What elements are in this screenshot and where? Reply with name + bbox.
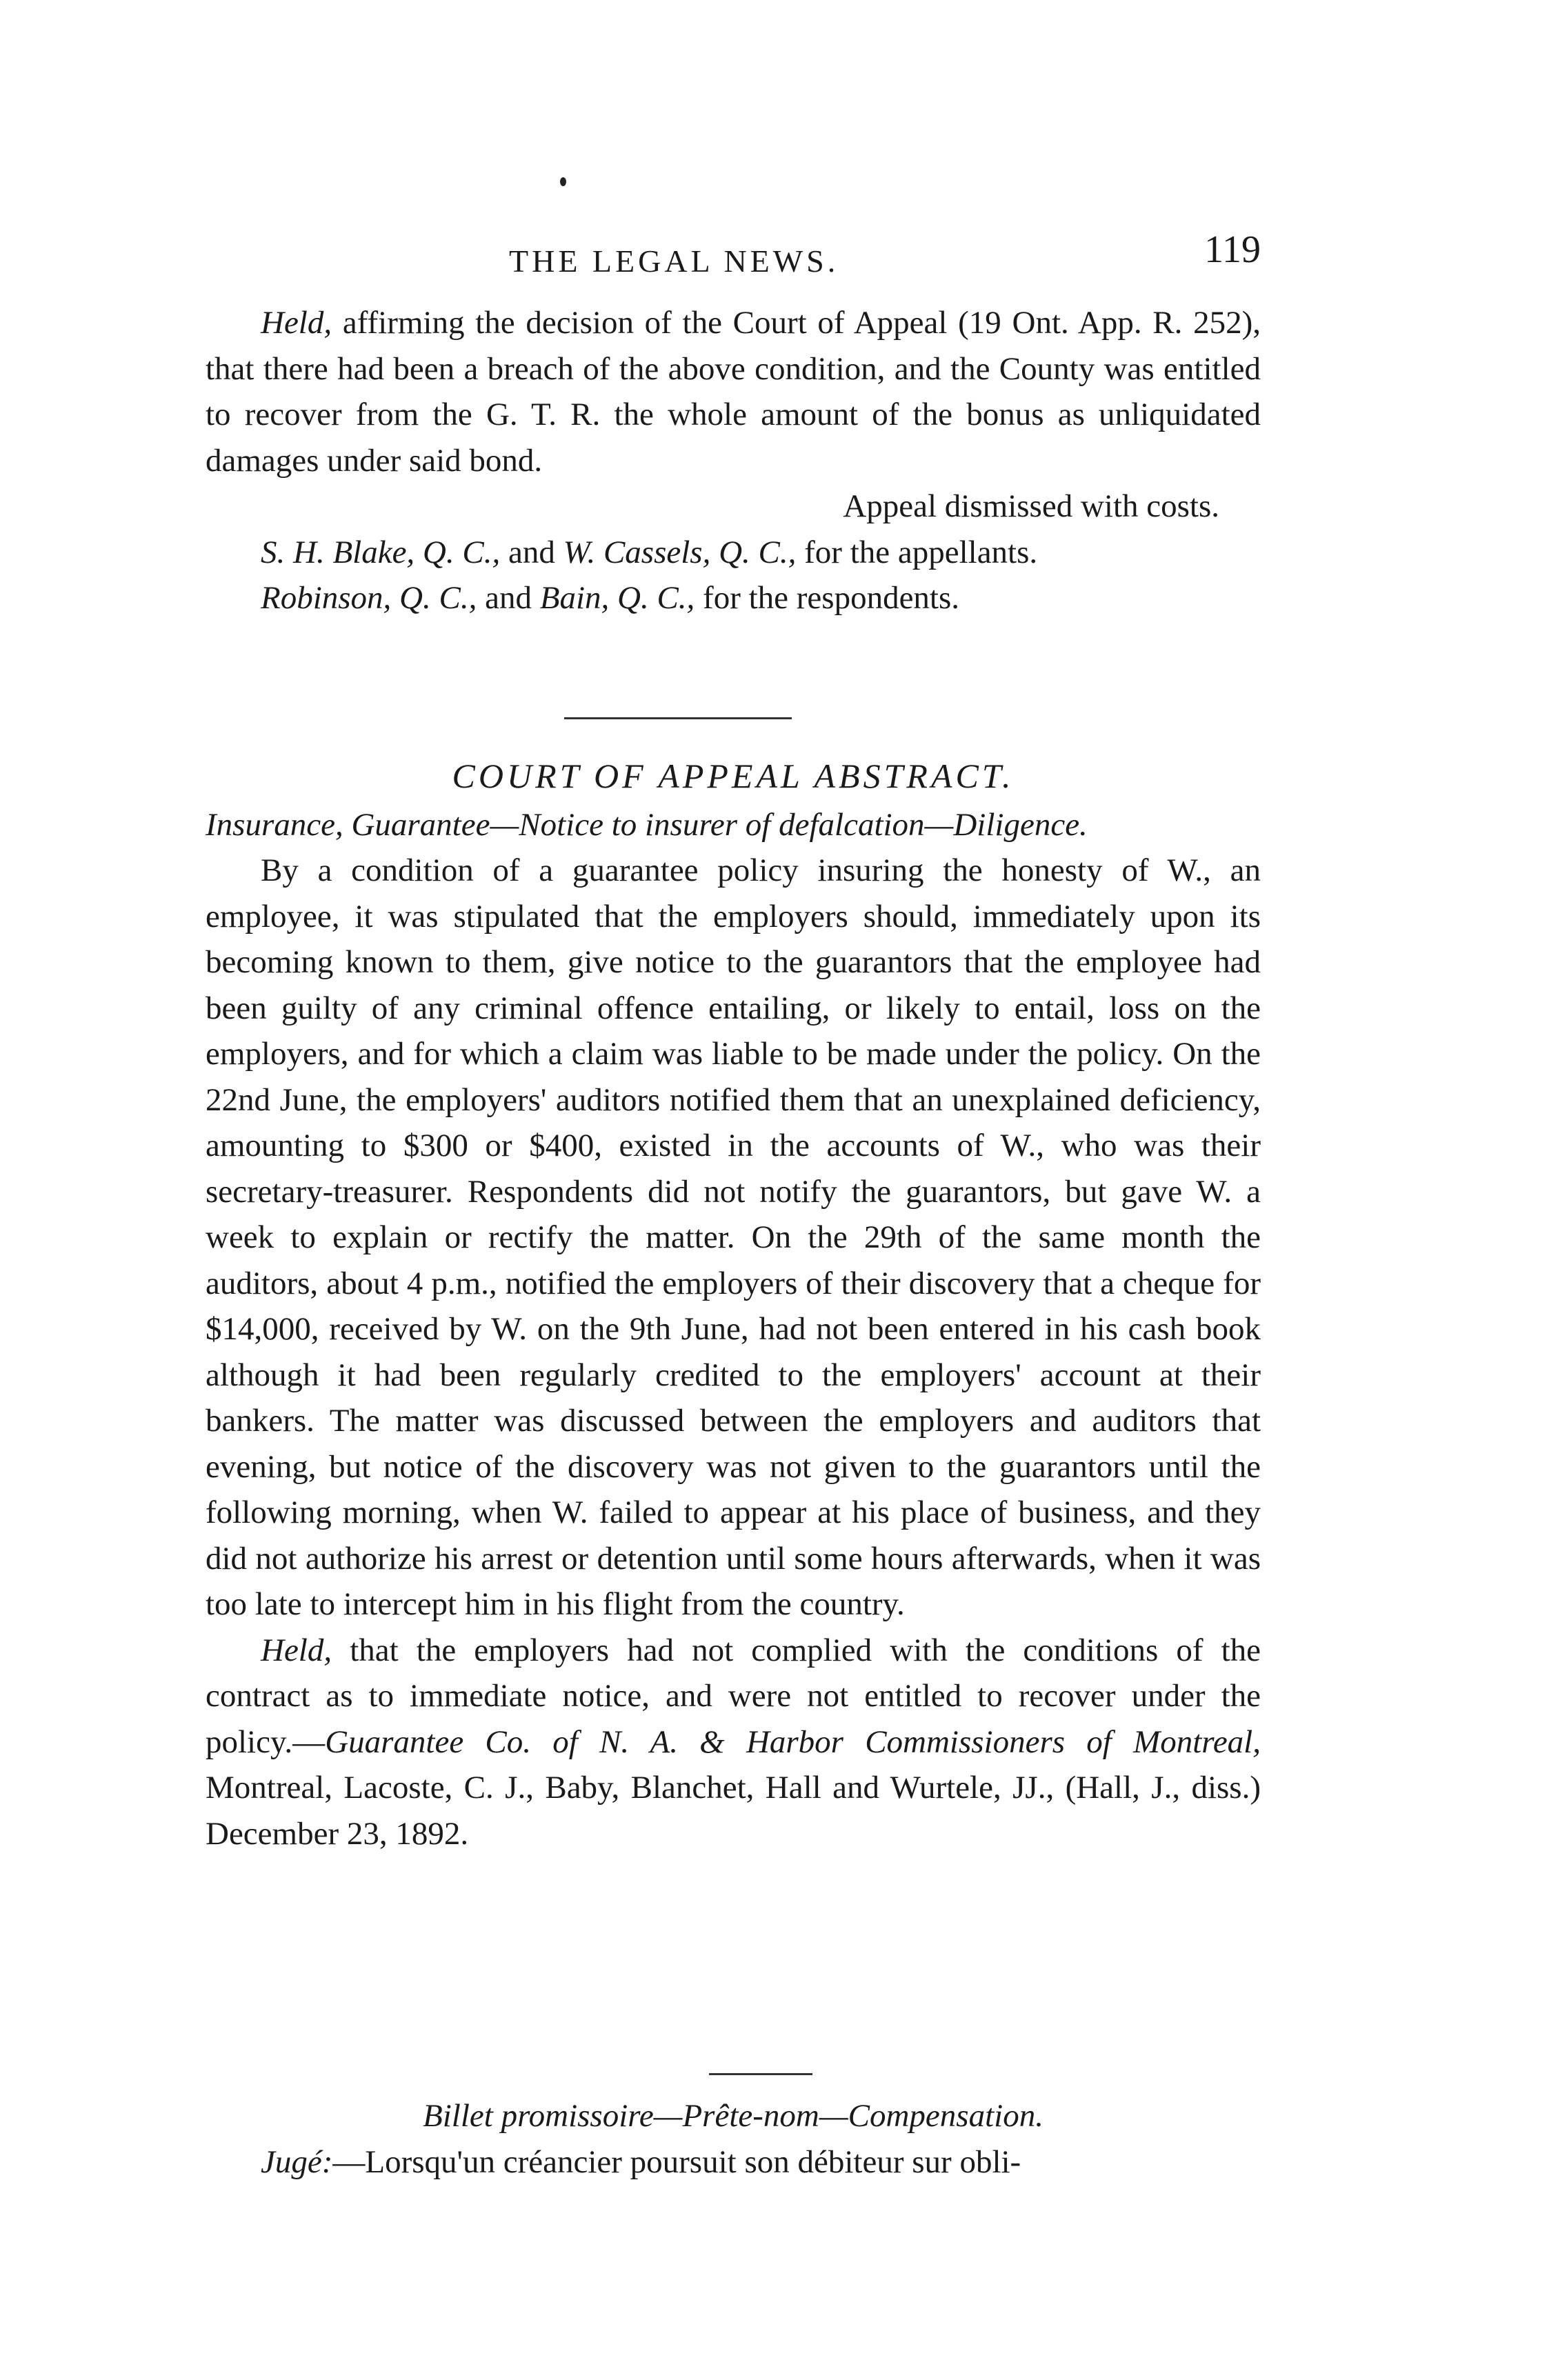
abstract-held	[206, 1628, 1261, 1857]
counsel-appellants-and: and	[508, 534, 555, 570]
case-name: Guarantee Co. of N. A. & Harbor Commissioners of Montreal,	[325, 1723, 1261, 1760]
page	[206, 0, 1261, 2380]
abstract-held-label: Held,	[261, 1632, 332, 1668]
running-header	[206, 228, 1261, 279]
first-case	[206, 300, 1261, 621]
abstract-facts: By a condition of a guarantee policy insuring the honesty of W., an employee, it was stipulated that the employers should, immediately upon its becoming known to them, give notice to the guarantors that the employee had been guilty of any criminal offence entailing, or likely to entail, loss on the employers, and for which a claim was liable to be made under the policy. On the 22nd June, the employers' auditors notified them that an unexplained deficiency, amounting to $300 or $400, existed in the accounts of W., who was their secretary-treasurer. Respondents did not notify the guarantors, but gave W. a week to explain or rectify the matter. On the 29th of the same month the auditors, about 4 p.m., notified the employers of their discovery that a cheque for $14,000, received by W. on the 9th June, had not been entered in his cash book although it had been regularly credited to the employers' account at their bankers. The matter was discussed between the employers and auditors that evening, but notice of the discovery was not given to the guarantors until the following morning, when W. failed to appear at his place of business, and they did not authorize his arrest or detention until some hours afterwards, when it was too late to intercept him in his flight from the country.	[206, 852, 1261, 1622]
counsel-appellants-role: for the appellants.	[804, 534, 1038, 570]
page-number: 119	[1204, 228, 1261, 271]
counsel-appellants-second: W. Cassels, Q. C.,	[563, 534, 797, 570]
abstract-section	[206, 753, 1261, 1857]
case-details: Montreal, Lacoste, C. J., Baby, Blanchet, Hall and Wurtele, JJ., (Hall, J., diss.) December 23, 1892.	[206, 1770, 1261, 1852]
counsel-appellants-names: S. H. Blake, Q. C.,	[261, 534, 501, 570]
next-case	[206, 2093, 1261, 2185]
counsel-respondents-names: Robinson, Q. C.,	[261, 580, 477, 616]
abstract-held-text: that the employers had not complied with the conditions of the contract as to immediate notice, and were not entitled to recover under the policy.—	[206, 1632, 1261, 1760]
next-case-opening	[206, 2139, 1261, 2186]
section-divider	[564, 717, 792, 719]
counsel-respondents-second: Bain, Q. C.,	[539, 580, 695, 616]
held-label: Held,	[261, 305, 332, 341]
counsel-respondents	[206, 575, 1261, 621]
juge-label: Jugé:	[261, 2143, 333, 2180]
held-text: affirming the decision of the Court of Appeal (19 Ont. App. R. 252), that there had been a breach of the above condition, and the County was entitled to recover from the G. T. R. the whole amount of the bonus as unliquidated damages under said bond.	[206, 305, 1261, 479]
counsel-respondents-role: for the respondents.	[703, 580, 960, 616]
ink-speck	[560, 177, 566, 186]
next-case-subject: Billet promissoire—Prête-nom—Compensation.	[423, 2098, 1043, 2134]
abstract-title: COURT OF APPEAL ABSTRACT.	[452, 757, 1015, 795]
held-paragraph	[206, 300, 1261, 483]
abstract-subject: Insurance, Guarantee—Notice to insurer of defalcation—Diligence.	[206, 806, 1088, 843]
disposition: Appeal dismissed with costs.	[843, 488, 1219, 524]
juge-text: —Lorsqu'un créancier poursuit son débiteur sur obli-	[332, 2143, 1021, 2180]
case-divider	[709, 2073, 812, 2075]
counsel-respondents-and: and	[485, 580, 532, 616]
counsel-appellants	[206, 530, 1261, 576]
running-title: THE LEGAL NEWS.	[509, 243, 839, 279]
